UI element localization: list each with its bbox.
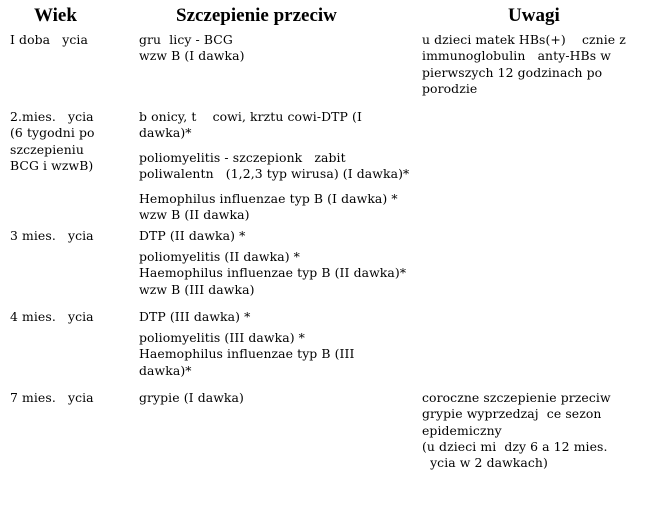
row-3-szczepienie-2: poliomyelitis (II dawka) * Haemophilus influenzae typ B (II dawka)* wzw B (III dawka) (139, 249, 407, 297)
header-uwagi: Uwagi (508, 5, 560, 26)
row-1-wiek: I doba ycia (10, 32, 88, 47)
row-2-szczepienie-2: poliomyelitis - szczepionk zabit poliwalentn (1,2,3 typ wirusa) (I dawka)* (139, 150, 410, 182)
row-4-szczepienie-1: DTP (III dawka) * (139, 309, 251, 324)
row-3-szczepienie-1: DTP (II dawka) * (139, 228, 246, 243)
header-wiek: Wiek (34, 5, 77, 26)
row-5-szczepienie: grypie (I dawka) (139, 390, 244, 405)
row-4-wiek: 4 mies. ycia (10, 309, 94, 324)
row-5-wiek: 7 mies. ycia (10, 390, 94, 405)
row-4-szczepienie-2: poliomyelitis (III dawka) * Haemophilus influenzae typ B (III dawka)* (139, 330, 355, 378)
row-2-szczepienie-1: b onicy, t cowi, krztu cowi-DTP (I dawka)* (139, 109, 362, 141)
row-3-wiek: 3 mies. ycia (10, 228, 94, 243)
row-1-szczepienie: gru licy - BCG wzw B (I dawka) (139, 32, 245, 64)
row-1-uwagi: u dzieci matek HBs(+) cznie z immunoglobulin anty-HBs w pierwszych 12 godzinach po porodzie (422, 32, 626, 96)
row-2-szczepienie-3: Hemophilus influenzae typ B (I dawka) * wzw B (II dawka) (139, 191, 398, 223)
row-2-wiek: 2.mies. ycia (6 tygodni po szczepieniu BCG i wzwB) (10, 109, 95, 173)
row-5-uwagi: coroczne szczepienie przeciw grypie wyprzedzaj ce sezon epidemiczny (u dzieci mi dzy 6 a 12 mies. ycia w 2 dawkach) (422, 390, 611, 471)
header-szczepienie: Szczepienie przeciw (176, 5, 337, 26)
